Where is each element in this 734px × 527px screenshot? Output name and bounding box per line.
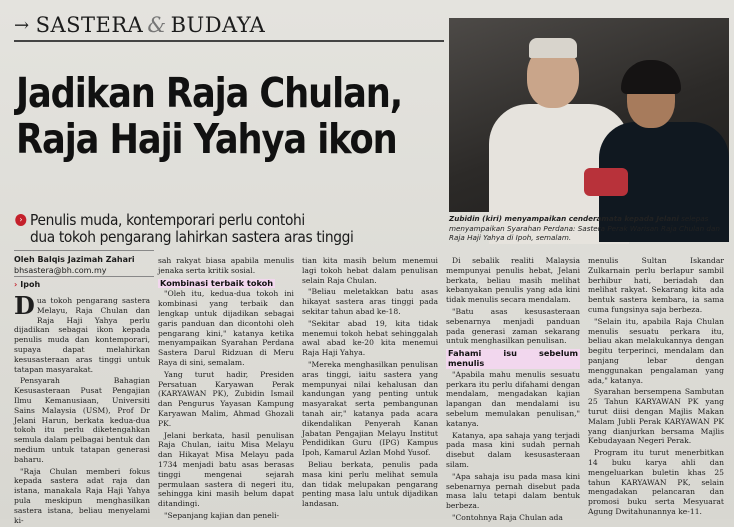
column-5-para-3: Syarahan bersempena Sambutan 25 Tahun KARYAWAN PK yang turut diisi dengan Majlis Makan Malam Jubli Perak KARYAWAN PK yang dianjurkan bersama Majlis Kebudayaan Negeri Perak. (588, 387, 724, 446)
column-3-para-4: "Mereka menghasilkan penulisan aras tinggi, iaitu sastera yang mempunyai nilai kehalusan dan kandungan yang penting untuk masyarakat serta pembangunan tanah air," katanya pada acara dikendalikan Penyerah Kanan Jabatan Pengajian Melayu Institut Pendidikan Guru (IPG) Kampus Ipoh, Kamarul Azlan Mohd Yusof. (302, 359, 438, 458)
column-3 (302, 256, 438, 511)
column-2-para-2: Yang turut hadir, Presiden Persatuan Karyawan Perak (KARYAWAN PK), Zubidin Ismail dan Pengurus Yayasan Kampung Karyawan Malim, Ahmad Ghozali PK. (158, 369, 294, 428)
column-4-para-5: "Apa sahaja isu pada masa kini sebenarnya pernah disebut pada masa lalu tetapi dalam bentuk berbeza. (446, 471, 580, 511)
column-1-para-3: "Raja Chulan memberi fokus kepada sastera adat raja dan istana, manakala Raja Haji Yahya pula meskipun menghasilkan sastera istana, beliau menyelami ki- (14, 466, 150, 525)
subhead-kombinasi: Kombinasi terbaik tokoh (160, 277, 274, 288)
column-2-para-1: "Oleh itu, kedua-dua tokoh ini kombinasi yang terbaik dan lengkap untuk dijadikan sebagai garis panduan dan dicontohi oleh pengarang kini," katanya ketika menyampaikan Syarahan Perdana Sastera Darul Ridzuan di Meru Raya di sini, semalam. (158, 289, 294, 367)
column-3-para-2: "Beliau meletakkan batu asas hikayat sastera aras tinggi pada sekitar tahun abad ke-18. (302, 287, 438, 316)
headline (16, 69, 403, 163)
article-photo (449, 18, 729, 212)
column-2-para-4: "Sepanjang kajian dan peneli- (164, 510, 280, 520)
column-5-para-1: menulis Sultan Iskandar Zulkarnain perlu berlapur sambil berhibur hati, beriadah dan melihat rakyat. Sekarang kita ada bentuk sastera kembara, ia sama cuma fungsinya saja berbeza. (588, 256, 724, 314)
byline-name: Oleh Balqis Jazimah Zahari (14, 255, 135, 264)
standfirst (19, 211, 416, 246)
arrow-right-icon: → (14, 14, 30, 36)
rubric-left: SASTERA (35, 13, 144, 37)
caption-rest: selepas menyampaikan Syarahan Perdana: Sastera Perak Warisan Raja Chulan dan Raja Haji Yahya di Ipoh, semalam. (449, 214, 720, 242)
column-2-para-3: Jelani berkata, hasil penulisan Raja Chulan, iaitu Misa Melayu dan Hikayat Misa Melayu pada 1734 menjadi batu asas berasas tinggi mengenai sejarah permulaan sastera di negeri itu, sehingga kini masih belum dapat ditandingi. (158, 430, 294, 509)
standfirst-line-1: Penulis muda, kontemporari perlu contohi (30, 211, 305, 229)
column-4-para-4: Katanya, apa sahaja yang terjadi pada masa kini sudah pernah disebut dalam kesusasteraan silam. (446, 430, 580, 469)
byline-rule (14, 250, 154, 251)
column-4 (446, 256, 580, 525)
rubric-divider (14, 40, 444, 42)
photo-caption (449, 214, 729, 243)
photo-souvenir (584, 168, 628, 196)
column-4-para-2: "Batu asas kesusasteraan sebenarnya menjadi panduan pada generasi zaman sekarang untuk menghasilkan penulisan. (446, 306, 580, 346)
column-2 (158, 256, 294, 523)
subhead-fahami: Fahami isu sebelum menulis (448, 348, 578, 368)
dateline-text: Ipoh (20, 280, 41, 289)
photo-figure-left-cap (529, 38, 577, 58)
dateline (14, 280, 40, 289)
byline (14, 254, 154, 276)
byline-email: bhsastera@bh.com.my (14, 266, 107, 275)
caption-names: Zubidin (kiri) menyampaikan cenderamata kepada Jelani (449, 214, 679, 223)
column-4-para-1: Di sebalik realiti Malaysia mempunyai penulis hebat, Jelani berkata, beliau masih melihat kebanyakan penulis yang ada kini tidak menulis secara mendalam. (446, 256, 580, 305)
dropcap: D (14, 291, 35, 320)
column-3-para-5: Beliau berkata, penulis pada masa kini perlu melihat semula dan tidak melupakan pengarang penting masa lalu untuk dijadikan landasan. (302, 459, 438, 509)
column-5-para-4: Program itu turut menerbitkan 14 buku karya ahli dan mengeluarkan buletin khas 25 tahun KARYAWAN PK, selain mengadakan pelancaran dan promosi buku serta Mesyuarat Agung Dwitahunannya ke-11. (588, 448, 724, 516)
column-4-para-3: "Apabila mahu menulis sesuatu perkara itu perlu difahami dengan mendalam, mengadakan kajian lapangan dan mendalami isu sebelum memulakan penulisan," katanya. (446, 369, 580, 428)
column-3-para-1: tian kita masih belum menemui lagi tokoh hebat dalam penulisan selain Raja Chulan. (302, 256, 438, 285)
column-1-para-1: Dua tokoh pengarang sastera Melayu, Raja Chulan dan Raja Haji Yahya perlu dijadikan sebagai ikon kepada penulis muda dan kontemporari, supaya dapat melahirkan kesusasteraan aras tinggi untuk tatapan masyarakat. (14, 291, 150, 374)
column-1-para-2: Pensyarah Bahagian Kesusasteraan Pusat Pengajian Ilmu Kemanusiaan, Universiti Sains Malaysia (USM), Prof Dr Jelani Harun, berkata kedua-dua tokoh itu perlu diketengahkan semula dalam pelbagai bentuk dan medium untuk tatapan generasi baharu. (14, 376, 150, 464)
column-3-para-3: "Sekitar abad 19, kita tidak menemui tokoh hebat sehinggalah awal abad ke-20 kita menemui Raja Haji Yahya. (302, 318, 438, 358)
headline-line-1: Jadikan Raja Chulan, (16, 69, 403, 117)
column-5-para-2: "Selain itu, apabila Raja Chulan menulis sesuatu perkara itu, beliau akan melakukannya dengan begitu terperinci, mendalam dan panjang lebar dengan menggunakan pengalaman yang ada," katanya. (588, 316, 724, 385)
red-arrow-icon: › (14, 280, 18, 289)
rubric-ampersand: & (147, 13, 167, 37)
column-5 (588, 256, 724, 519)
rubric-right: BUDAYA (170, 13, 266, 37)
red-arrow-bullet-icon: › (15, 214, 26, 226)
column-4-para-6: "Contohnya Raja Chulan ada (452, 512, 563, 522)
headline-line-2: Raja Haji Yahya ikon (16, 115, 397, 163)
standfirst-line-2: dua tokoh pengarang lahirkan sastera aras tinggi (30, 228, 354, 246)
column-2-para-top: sah rakyat biasa apabila menulis jenaka serta kritik sosial. (158, 256, 294, 275)
column-1 (14, 291, 150, 527)
section-rubric (14, 12, 265, 38)
dateline-rule (14, 276, 154, 277)
photo-figure-right-hair (621, 60, 681, 94)
